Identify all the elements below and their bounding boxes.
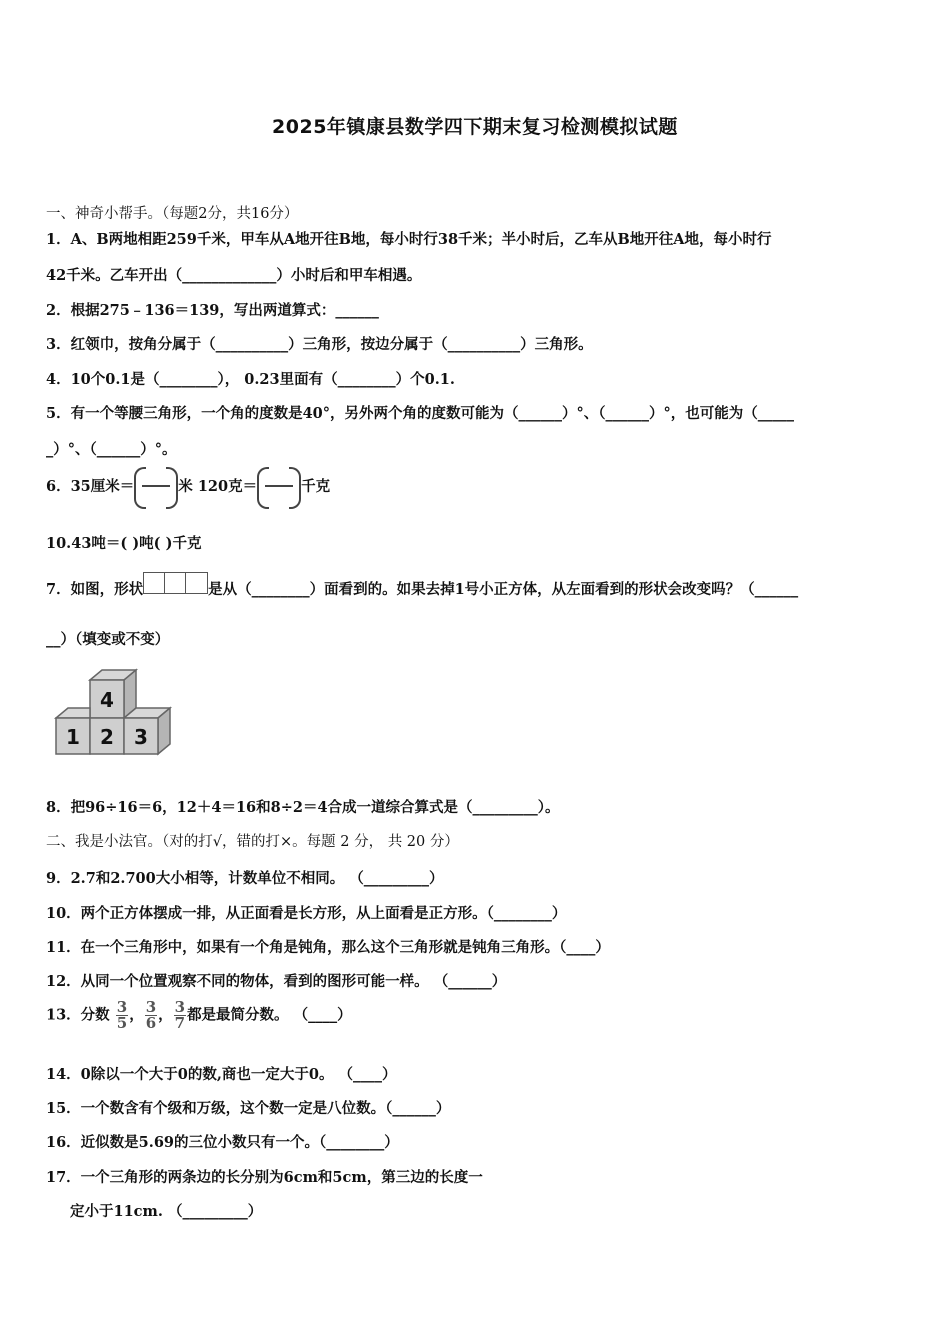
three-square-shape [143, 572, 208, 594]
fraction-denominator: 6 [145, 1014, 157, 1032]
question-7-suffix: 是从（________）面看到的。如果去掉1号小正方体，从左面看到的形状会改变吗？（______ [208, 581, 799, 598]
cube-stack-figure [52, 668, 174, 758]
cube-label-3: 3 [134, 725, 148, 749]
cube-label-2: 2 [100, 725, 114, 749]
section-heading-2: 二、我是小法官。（对的打√，错的打×。每题 2 分， 共 20 分） [46, 834, 459, 850]
cube-1-top [56, 708, 90, 718]
blank-bracket-2 [257, 467, 301, 507]
question-10: 10．两个正方体摆成一排，从正面看是长方形，从上面看是正方形。（________） [46, 905, 567, 922]
question-16: 16．近似数是5.69的三位小数只有一个。（________） [46, 1134, 399, 1151]
question-12: 12．从同一个位置观察不同的物体，看到的图形可能一样。 （______） [46, 973, 507, 990]
question-6-middle: 米 120克＝ [178, 478, 258, 495]
fraction-3-6 [145, 1000, 157, 1031]
page-title: 2025年镇康县数学四下期末复习检测模拟试题 [272, 116, 678, 138]
question-11: 11．在一个三角形中，如果有一个角是钝角，那么这个三角形就是钝角三角形。（____） [46, 939, 610, 956]
question-7-prefix: 7．如图，形状 [46, 581, 144, 598]
fraction-numerator: 3 [145, 998, 157, 1016]
question-14: 14．0除以一个大于0的数,商也一定大于0。 （____） [46, 1066, 397, 1083]
question-15: 15．一个数含有个级和万级，这个数一定是八位数。（______） [46, 1100, 451, 1117]
question-1-line-2: 42千米。乙车开出（_____________）小时后和甲车相遇。 [46, 267, 422, 284]
cube-label-4: 4 [100, 688, 114, 712]
question-6 [46, 467, 330, 507]
question-13-suffix: 都是最简分数。 （____） [187, 1006, 352, 1024]
fraction-denominator: 5 [116, 1014, 128, 1032]
question-7-line-2: __）（填变或不变） [46, 631, 170, 648]
question-7 [46, 578, 798, 600]
question-8: 8．把96÷16＝6，12＋4＝16和8÷2＝4合成一道综合算式是（_________）。 [46, 799, 560, 816]
question-17-line-2: 定小于11cm. （_________） [70, 1203, 263, 1220]
section-heading-1: 一、神奇小帮手。（每题2分，共16分） [46, 206, 299, 222]
fraction-separator: ， [129, 1006, 144, 1024]
question-5-line-1: 5．有一个等腰三角形，一个角的度数是40°，另外两个角的度数可能为（______）°、（______）°，也可能为（_____ [46, 405, 795, 422]
fraction-3-7 [174, 1000, 186, 1031]
question-13 [46, 1000, 352, 1031]
fraction-3-5 [116, 1000, 128, 1031]
question-3: 3．红领巾，按角分属于（__________）三角形，按边分属于（__________）三角形。 [46, 336, 593, 353]
question-2: 2．根据275﹣136＝139，写出两道算式：______ [46, 302, 379, 319]
question-6-part-2: 10.43吨＝( )吨( )千克 [46, 535, 202, 552]
question-1-line-1: 1．A、B两地相距259千米，甲车从A地开往B地，每小时行38千米；半小时后，乙车从B地开往A地，每小时行 [46, 231, 772, 248]
fraction-denominator: 7 [174, 1014, 186, 1032]
question-17-line-1: 17．一个三角形的两条边的长分别为6cm和5cm，第三边的长度一 [46, 1169, 483, 1186]
question-6-prefix: 6．35厘米＝ [46, 478, 135, 495]
question-5-line-2: _）°、（______）°。 [46, 441, 177, 458]
fraction-separator: ， [158, 1006, 173, 1024]
cube-label-1: 1 [66, 725, 80, 749]
fraction-numerator: 3 [174, 998, 186, 1016]
question-9: 9．2.7和2.700大小相等，计数单位不相同。 （_________） [46, 870, 444, 887]
fraction-numerator: 3 [116, 998, 128, 1016]
question-4: 4．10个0.1是（________）， 0.23里面有（________）个0.1. [46, 371, 455, 388]
question-6-suffix: 千克 [301, 478, 331, 495]
blank-bracket-1 [134, 467, 178, 507]
question-13-prefix: 13．分数 [46, 1006, 110, 1024]
